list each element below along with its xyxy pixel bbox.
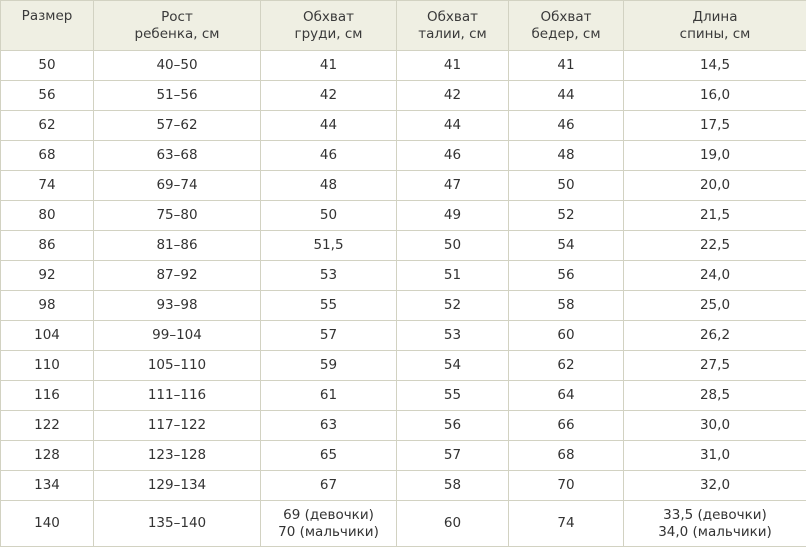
header-height-line1: Рост	[161, 8, 193, 25]
cell-chest: 44	[261, 111, 397, 141]
table-row	[1, 201, 806, 231]
header-chest-line1: Обхват	[302, 8, 355, 25]
cell-height: 123–128	[94, 441, 261, 471]
cell-height: 87–92	[94, 261, 261, 291]
cell-back-girls: 33,5 (девочки)	[663, 506, 767, 523]
cell-waist: 41	[397, 51, 509, 81]
cell-hips: 56	[509, 261, 624, 291]
table-row	[1, 441, 806, 471]
cell-height: 75–80	[94, 201, 261, 231]
cell-size: 140	[1, 501, 94, 547]
cell-back-length: 27,5	[624, 351, 806, 381]
cell-size: 68	[1, 141, 94, 171]
cell-hips: 70	[509, 471, 624, 501]
cell-waist: 58	[397, 471, 509, 501]
cell-chest: 50	[261, 201, 397, 231]
cell-height: 63–68	[94, 141, 261, 171]
cell-waist: 44	[397, 111, 509, 141]
cell-height: 105–110	[94, 351, 261, 381]
table-row	[1, 351, 806, 381]
cell-chest: 46	[261, 141, 397, 171]
cell-hips: 58	[509, 291, 624, 321]
header-height-line2: ребенка, см	[134, 25, 220, 42]
table-row-last	[1, 501, 806, 547]
header-chest-line2: груди, см	[294, 25, 363, 42]
cell-size: 98	[1, 291, 94, 321]
cell-chest-girls: 69 (девочки)	[283, 506, 374, 523]
cell-back-length: 32,0	[624, 471, 806, 501]
table-row	[1, 111, 806, 141]
cell-size: 50	[1, 51, 94, 81]
cell-size: 92	[1, 261, 94, 291]
cell-height: 135–140	[94, 501, 261, 547]
cell-waist: 49	[397, 201, 509, 231]
cell-waist: 47	[397, 171, 509, 201]
cell-height: 99–104	[94, 321, 261, 351]
cell-chest: 63	[261, 411, 397, 441]
table-row	[1, 291, 806, 321]
cell-size: 116	[1, 381, 94, 411]
cell-back-length: 26,2	[624, 321, 806, 351]
cell-chest-boys: 70 (мальчики)	[278, 523, 379, 540]
cell-height: 111–116	[94, 381, 261, 411]
header-waist	[397, 1, 509, 51]
cell-hips: 46	[509, 111, 624, 141]
cell-back-length: 14,5	[624, 51, 806, 81]
cell-waist: 42	[397, 81, 509, 111]
cell-chest: 59	[261, 351, 397, 381]
header-waist-line1: Обхват	[426, 8, 479, 25]
cell-height: 81–86	[94, 231, 261, 261]
cell-back-length: 19,0	[624, 141, 806, 171]
table-row	[1, 321, 806, 351]
cell-height: 57–62	[94, 111, 261, 141]
cell-chest: 57	[261, 321, 397, 351]
header-hips	[509, 1, 624, 51]
cell-waist: 52	[397, 291, 509, 321]
table-row	[1, 261, 806, 291]
header-row	[1, 1, 806, 51]
cell-chest: 67	[261, 471, 397, 501]
cell-waist: 57	[397, 441, 509, 471]
cell-size: 62	[1, 111, 94, 141]
header-back-length	[624, 1, 806, 51]
cell-chest: 41	[261, 51, 397, 81]
header-size-label: Размер	[21, 8, 73, 24]
cell-back-length: 25,0	[624, 291, 806, 321]
cell-hips: 48	[509, 141, 624, 171]
header-back-line1: Длина	[692, 8, 738, 25]
cell-size: 104	[1, 321, 94, 351]
table-row	[1, 171, 806, 201]
table-row	[1, 141, 806, 171]
cell-height: 51–56	[94, 81, 261, 111]
cell-chest: 48	[261, 171, 397, 201]
cell-back-length: 24,0	[624, 261, 806, 291]
cell-size: 74	[1, 171, 94, 201]
cell-chest: 42	[261, 81, 397, 111]
cell-size: 110	[1, 351, 94, 381]
cell-waist: 50	[397, 231, 509, 261]
cell-waist: 60	[397, 501, 509, 547]
cell-hips: 52	[509, 201, 624, 231]
cell-waist: 56	[397, 411, 509, 441]
cell-back-length: 22,5	[624, 231, 806, 261]
cell-back-boys: 34,0 (мальчики)	[658, 523, 772, 540]
cell-back-length: 20,0	[624, 171, 806, 201]
header-size	[1, 1, 94, 51]
cell-hips: 60	[509, 321, 624, 351]
table-row	[1, 51, 806, 81]
cell-chest: 51,5	[261, 231, 397, 261]
cell-chest: 55	[261, 291, 397, 321]
cell-back-length: 17,5	[624, 111, 806, 141]
cell-waist: 51	[397, 261, 509, 291]
cell-hips: 64	[509, 381, 624, 411]
cell-hips: 68	[509, 441, 624, 471]
cell-chest	[261, 501, 397, 547]
cell-height: 40–50	[94, 51, 261, 81]
table-row	[1, 231, 806, 261]
cell-hips: 66	[509, 411, 624, 441]
header-waist-line2: талии, см	[418, 25, 487, 42]
header-height	[94, 1, 261, 51]
header-back-line2: спины, см	[679, 25, 751, 42]
cell-hips: 44	[509, 81, 624, 111]
cell-waist: 53	[397, 321, 509, 351]
cell-size: 134	[1, 471, 94, 501]
cell-chest: 65	[261, 441, 397, 471]
cell-size: 128	[1, 441, 94, 471]
cell-hips: 74	[509, 501, 624, 547]
cell-back-length: 31,0	[624, 441, 806, 471]
cell-size: 86	[1, 231, 94, 261]
cell-back-length: 16,0	[624, 81, 806, 111]
cell-height: 69–74	[94, 171, 261, 201]
table-row	[1, 81, 806, 111]
cell-size: 56	[1, 81, 94, 111]
header-hips-line1: Обхват	[540, 8, 592, 25]
cell-hips: 62	[509, 351, 624, 381]
cell-waist: 54	[397, 351, 509, 381]
header-chest	[261, 1, 397, 51]
table-row	[1, 381, 806, 411]
cell-waist: 46	[397, 141, 509, 171]
cell-back-length: 21,5	[624, 201, 806, 231]
table-row	[1, 411, 806, 441]
cell-back-length: 30,0	[624, 411, 806, 441]
cell-hips: 41	[509, 51, 624, 81]
cell-back-length	[624, 501, 806, 547]
cell-chest: 61	[261, 381, 397, 411]
cell-hips: 50	[509, 171, 624, 201]
cell-waist: 55	[397, 381, 509, 411]
cell-chest: 53	[261, 261, 397, 291]
cell-hips: 54	[509, 231, 624, 261]
table-row	[1, 471, 806, 501]
header-hips-line2: бедер, см	[531, 25, 601, 42]
cell-size: 80	[1, 201, 94, 231]
cell-height: 129–134	[94, 471, 261, 501]
cell-height: 117–122	[94, 411, 261, 441]
cell-back-length: 28,5	[624, 381, 806, 411]
cell-height: 93–98	[94, 291, 261, 321]
cell-size: 122	[1, 411, 94, 441]
